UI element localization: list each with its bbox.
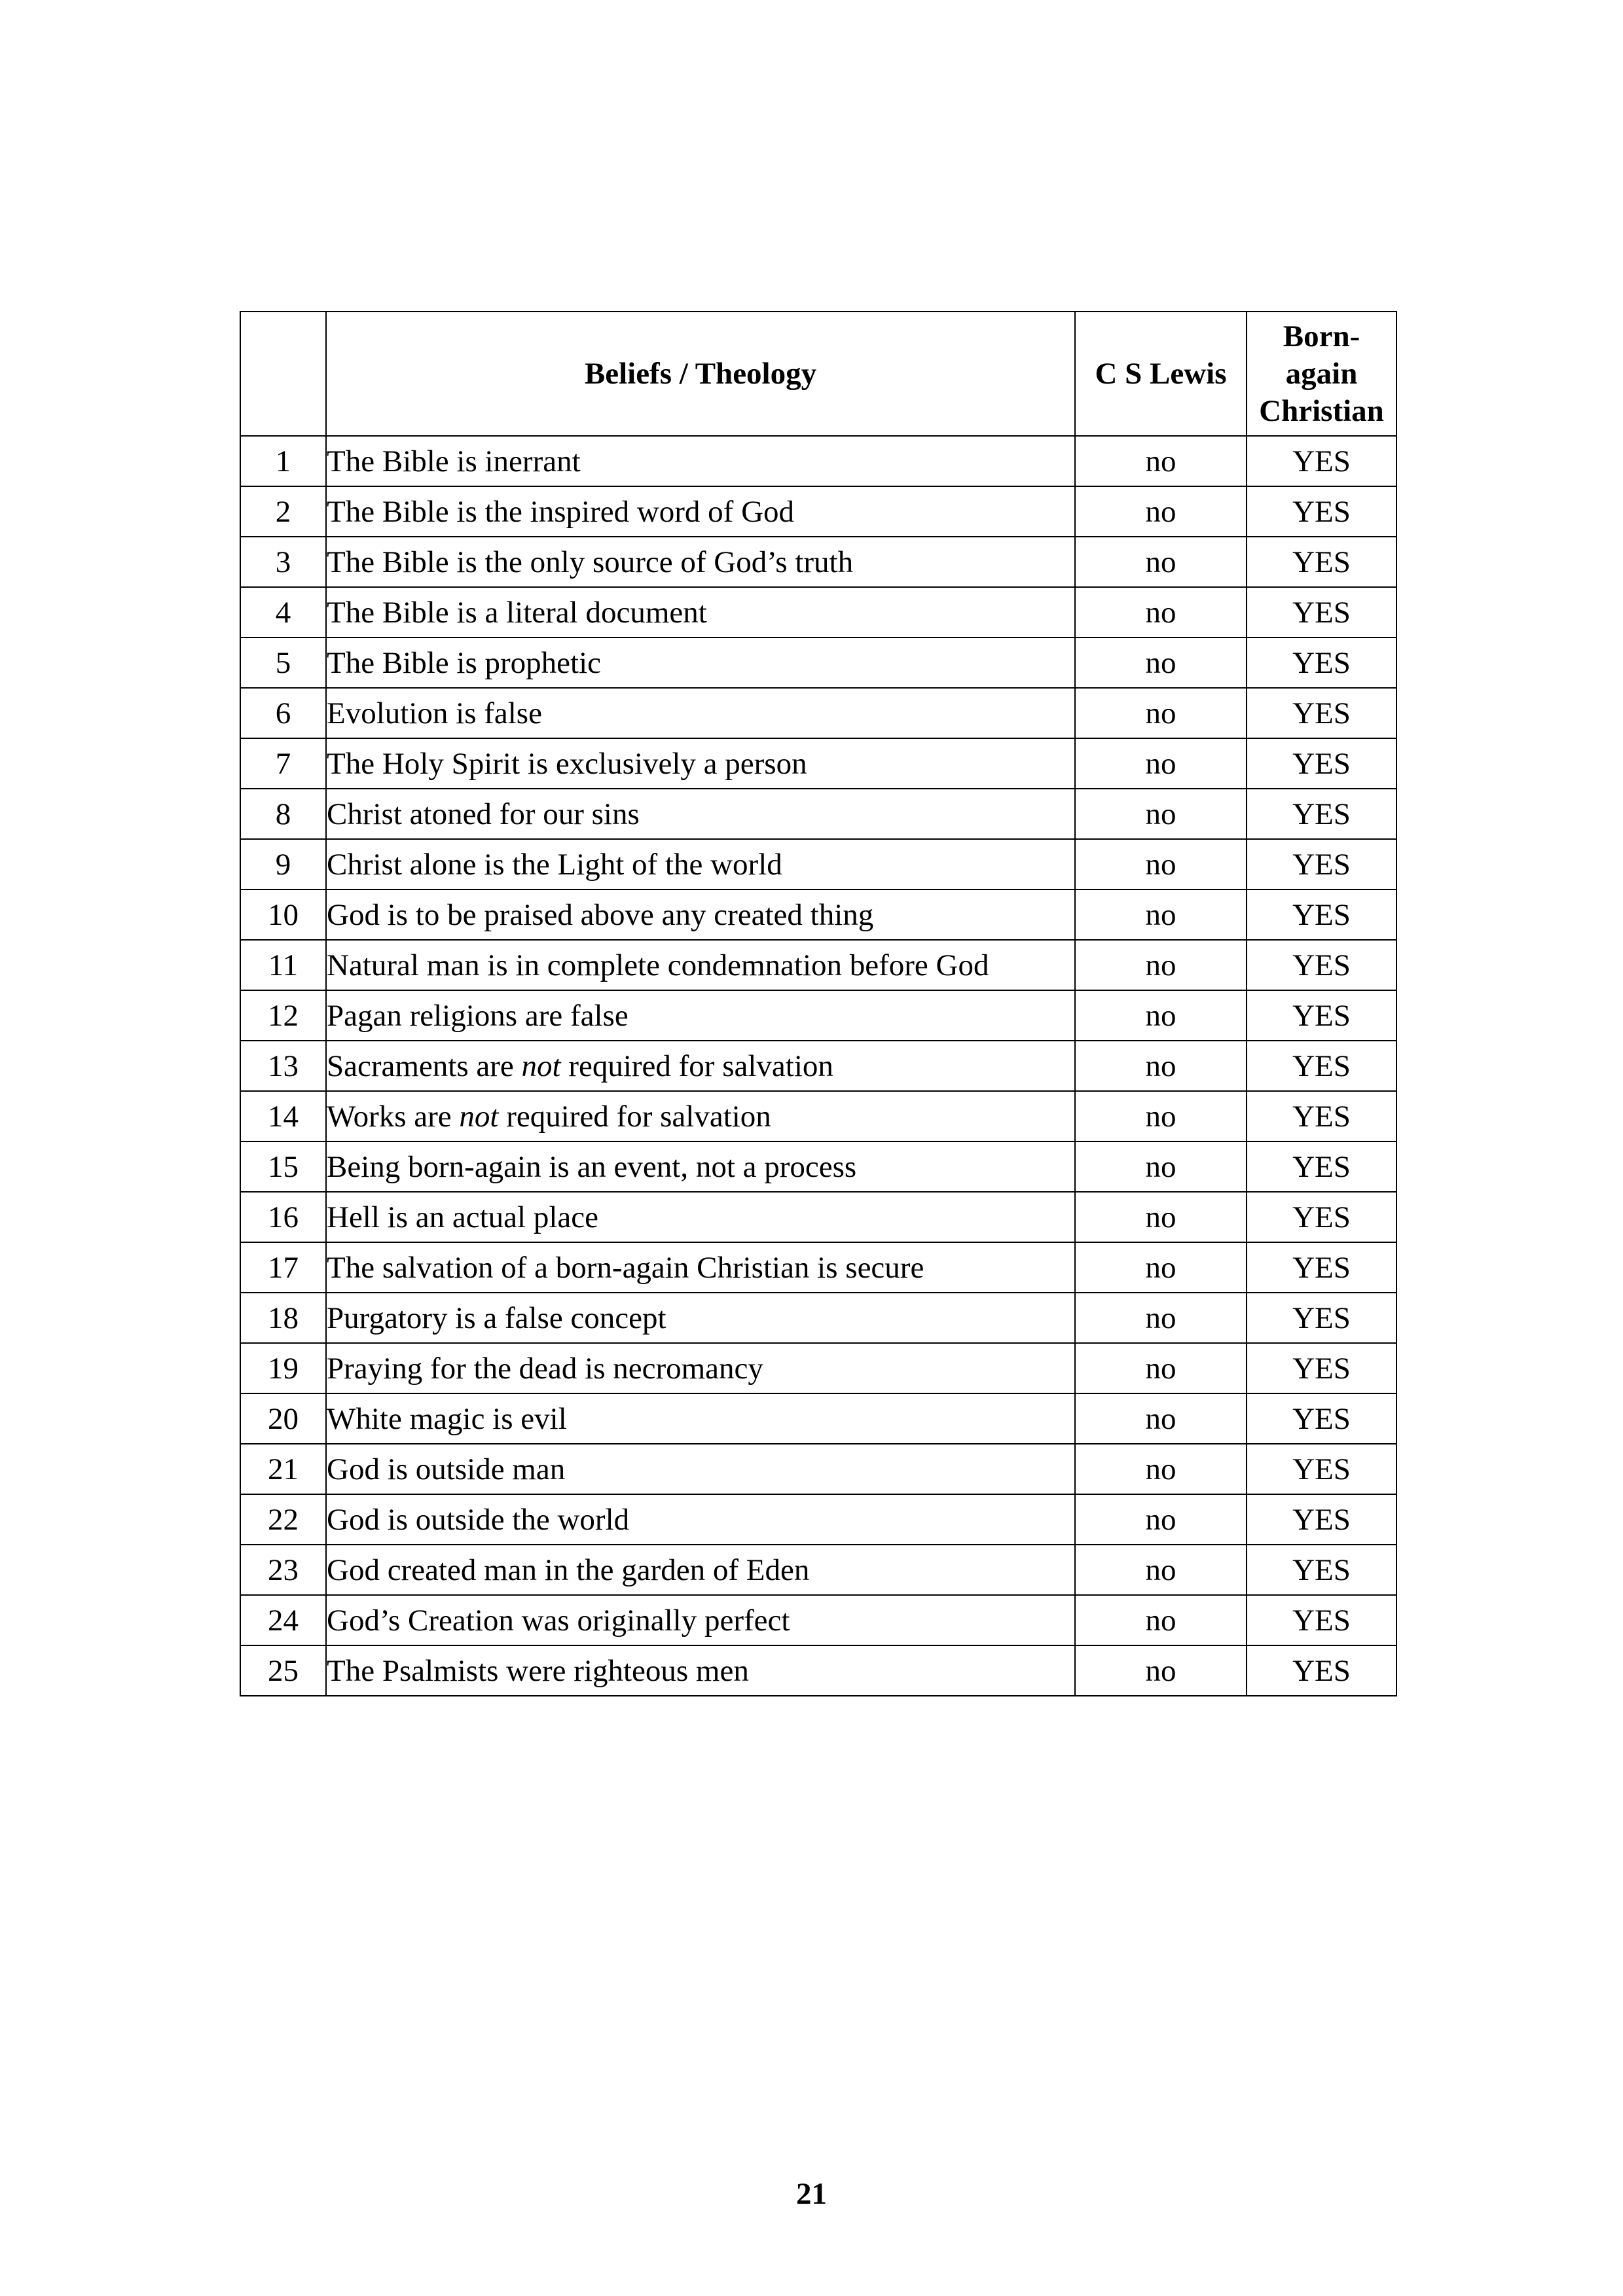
lewis-answer: no	[1075, 1192, 1247, 1242]
born-again-answer: YES	[1247, 1041, 1396, 1091]
born-again-answer: YES	[1247, 1645, 1396, 1696]
header-born-again-line: Christian	[1259, 393, 1384, 428]
born-again-answer: YES	[1247, 486, 1396, 537]
table-row	[240, 486, 1396, 537]
born-again-answer: YES	[1247, 940, 1396, 990]
row-number: 7	[240, 738, 326, 789]
header-row	[240, 312, 1396, 436]
table-row	[240, 839, 1396, 889]
born-again-answer: YES	[1247, 537, 1396, 587]
belief-text: The Bible is the only source of God’s truth	[326, 537, 1075, 587]
belief-text: Hell is an actual place	[326, 1192, 1075, 1242]
born-again-answer: YES	[1247, 587, 1396, 637]
born-again-answer: YES	[1247, 1242, 1396, 1293]
row-number: 14	[240, 1091, 326, 1141]
belief-text: Evolution is false	[326, 688, 1075, 738]
lewis-answer: no	[1075, 789, 1247, 839]
table-row	[240, 1091, 1396, 1141]
lewis-answer: no	[1075, 1444, 1247, 1494]
row-number: 19	[240, 1343, 326, 1393]
row-number: 8	[240, 789, 326, 839]
row-number: 22	[240, 1494, 326, 1545]
row-number: 20	[240, 1393, 326, 1444]
row-number: 6	[240, 688, 326, 738]
born-again-answer: YES	[1247, 1293, 1396, 1343]
table-row	[240, 1242, 1396, 1293]
row-number: 5	[240, 637, 326, 688]
header-born-again-line: again	[1285, 356, 1358, 391]
table-row	[240, 1494, 1396, 1545]
lewis-answer: no	[1075, 1141, 1247, 1192]
belief-text: God is to be praised above any created thing	[326, 889, 1075, 940]
born-again-answer: YES	[1247, 889, 1396, 940]
table-row	[240, 1192, 1396, 1242]
table-body	[240, 436, 1396, 1696]
born-again-answer: YES	[1247, 1091, 1396, 1141]
belief-text: God is outside man	[326, 1444, 1075, 1494]
table-row	[240, 587, 1396, 637]
table-row	[240, 688, 1396, 738]
belief-text-part: required for salvation	[560, 1049, 833, 1083]
row-number: 15	[240, 1141, 326, 1192]
header-born-again-line: Born-	[1283, 319, 1360, 353]
row-number: 10	[240, 889, 326, 940]
born-again-answer: YES	[1247, 1494, 1396, 1545]
belief-text: Christ alone is the Light of the world	[326, 839, 1075, 889]
lewis-answer: no	[1075, 889, 1247, 940]
born-again-answer: YES	[1247, 738, 1396, 789]
lewis-answer: no	[1075, 1242, 1247, 1293]
belief-text: Pagan religions are false	[326, 990, 1075, 1041]
lewis-answer: no	[1075, 1343, 1247, 1393]
belief-text: Christ atoned for our sins	[326, 789, 1075, 839]
row-number: 2	[240, 486, 326, 537]
belief-text: God’s Creation was originally perfect	[326, 1595, 1075, 1645]
lewis-answer: no	[1075, 537, 1247, 587]
belief-text: The Bible is a literal document	[326, 587, 1075, 637]
table-row	[240, 1141, 1396, 1192]
lewis-answer: no	[1075, 587, 1247, 637]
born-again-answer: YES	[1247, 1192, 1396, 1242]
lewis-answer: no	[1075, 1645, 1247, 1696]
born-again-answer: YES	[1247, 637, 1396, 688]
table-row	[240, 789, 1396, 839]
row-number: 24	[240, 1595, 326, 1645]
table-row	[240, 1595, 1396, 1645]
lewis-answer: no	[1075, 688, 1247, 738]
born-again-answer: YES	[1247, 1343, 1396, 1393]
row-number: 17	[240, 1242, 326, 1293]
lewis-answer: no	[1075, 738, 1247, 789]
belief-text-part: required for salvation	[498, 1099, 771, 1134]
belief-text: The Psalmists were righteous men	[326, 1645, 1075, 1696]
row-number: 16	[240, 1192, 326, 1242]
table-header	[240, 312, 1396, 436]
belief-text: White magic is evil	[326, 1393, 1075, 1444]
header-number	[240, 312, 326, 436]
belief-text: The salvation of a born-again Christian is secure	[326, 1242, 1075, 1293]
page-number: 21	[796, 2177, 827, 2211]
born-again-answer: YES	[1247, 990, 1396, 1041]
header-born-again	[1247, 312, 1396, 436]
born-again-answer: YES	[1247, 1444, 1396, 1494]
belief-text: Purgatory is a false concept	[326, 1293, 1075, 1343]
table-row	[240, 940, 1396, 990]
born-again-answer: YES	[1247, 789, 1396, 839]
table-row	[240, 537, 1396, 587]
born-again-answer: YES	[1247, 839, 1396, 889]
header-lewis: C S Lewis	[1075, 312, 1247, 436]
row-number: 13	[240, 1041, 326, 1091]
table-row	[240, 889, 1396, 940]
beliefs-comparison-table	[240, 311, 1397, 1696]
table-row	[240, 738, 1396, 789]
belief-text: Natural man is in complete condemnation before God	[326, 940, 1075, 990]
belief-text: The Bible is inerrant	[326, 436, 1075, 486]
lewis-answer: no	[1075, 1393, 1247, 1444]
lewis-answer: no	[1075, 1041, 1247, 1091]
belief-text: Praying for the dead is necromancy	[326, 1343, 1075, 1393]
lewis-answer: no	[1075, 940, 1247, 990]
lewis-answer: no	[1075, 1293, 1247, 1343]
belief-text: The Bible is prophetic	[326, 637, 1075, 688]
lewis-answer: no	[1075, 1494, 1247, 1545]
row-number: 23	[240, 1545, 326, 1595]
row-number: 21	[240, 1444, 326, 1494]
table-row	[240, 1645, 1396, 1696]
belief-text-emphasis: not	[521, 1049, 561, 1083]
row-number: 1	[240, 436, 326, 486]
table-row	[240, 637, 1396, 688]
header-beliefs: Beliefs / Theology	[326, 312, 1075, 436]
lewis-answer: no	[1075, 486, 1247, 537]
table-row	[240, 1545, 1396, 1595]
belief-text: God is outside the world	[326, 1494, 1075, 1545]
lewis-answer: no	[1075, 637, 1247, 688]
belief-text: Being born-again is an event, not a process	[326, 1141, 1075, 1192]
table-row	[240, 1293, 1396, 1343]
lewis-answer: no	[1075, 1545, 1247, 1595]
belief-text-emphasis: not	[459, 1099, 499, 1134]
born-again-answer: YES	[1247, 1141, 1396, 1192]
belief-text	[326, 1091, 1075, 1141]
lewis-answer: no	[1075, 839, 1247, 889]
lewis-answer: no	[1075, 436, 1247, 486]
row-number: 9	[240, 839, 326, 889]
lewis-answer: no	[1075, 1091, 1247, 1141]
table-row	[240, 1393, 1396, 1444]
row-number: 11	[240, 940, 326, 990]
belief-text	[326, 1041, 1075, 1091]
born-again-answer: YES	[1247, 1545, 1396, 1595]
born-again-answer: YES	[1247, 436, 1396, 486]
lewis-answer: no	[1075, 1595, 1247, 1645]
table-row	[240, 436, 1396, 486]
table-row	[240, 1444, 1396, 1494]
table-row	[240, 990, 1396, 1041]
table-row	[240, 1343, 1396, 1393]
row-number: 12	[240, 990, 326, 1041]
belief-text: God created man in the garden of Eden	[326, 1545, 1075, 1595]
born-again-answer: YES	[1247, 1393, 1396, 1444]
born-again-answer: YES	[1247, 1595, 1396, 1645]
row-number: 4	[240, 587, 326, 637]
belief-text: The Holy Spirit is exclusively a person	[326, 738, 1075, 789]
belief-text: The Bible is the inspired word of God	[326, 486, 1075, 537]
lewis-answer: no	[1075, 990, 1247, 1041]
belief-text-part: Works are	[327, 1099, 460, 1134]
table-row	[240, 1041, 1396, 1091]
born-again-answer: YES	[1247, 688, 1396, 738]
row-number: 25	[240, 1645, 326, 1696]
belief-text-part: Sacraments are	[327, 1049, 522, 1083]
row-number: 18	[240, 1293, 326, 1343]
row-number: 3	[240, 537, 326, 587]
